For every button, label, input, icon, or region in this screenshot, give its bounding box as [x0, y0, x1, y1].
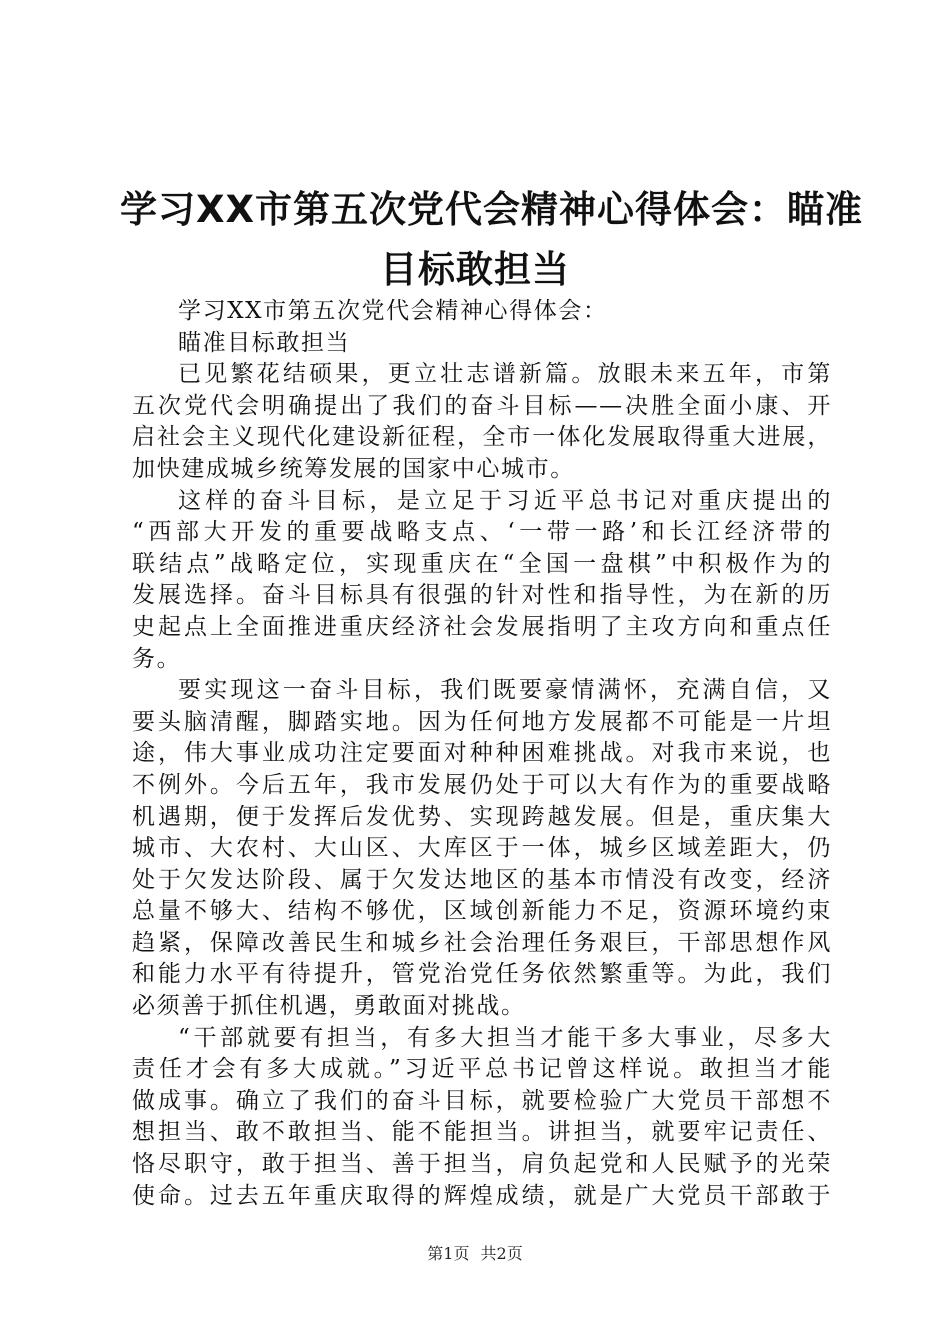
body-line: 和能力水平有待提升，管党治党任务依然繁重等。为此，我们 [132, 961, 832, 988]
body-line: “西部大开发的重要战略支点、‘一带一路’和长江经济带的 [132, 519, 832, 546]
document-body [132, 296, 832, 1212]
body-line: 这样的奋斗目标，是立足于习近平总书记对重庆提出的 [178, 487, 832, 514]
body-line: 机遇期，便于发挥后发优势、实现跨越发展。但是，重庆集大 [132, 803, 832, 830]
page-total: 共2页 [480, 1244, 523, 1263]
body-line: 瞄准目标敢担当 [178, 329, 351, 356]
body-line: 要实现这一奋斗目标，我们既要豪情满怀，充满自信，又 [178, 677, 832, 704]
body-line: 五次党代会明确提出了我们的奋斗目标——决胜全面小康、开 [132, 392, 832, 419]
body-line: 使命。过去五年重庆取得的辉煌成绩，就是广大党员干部敢于 [132, 1182, 832, 1209]
body-line: 已见繁花结硕果，更立壮志谱新篇。放眼未来五年，市第 [178, 361, 832, 388]
body-line: 途，伟大事业成功注定要面对种种困难挑战。对我市来说，也 [132, 740, 832, 767]
body-line: 想担当、敢不敢担当、能不能担当。讲担当，就要牢记责任、 [132, 1119, 832, 1146]
body-line: 学习XX市第五次党代会精神心得体会： [178, 298, 608, 324]
body-line: 趋紧，保障改善民生和城乡社会治理任务艰巨，干部思想作风 [132, 929, 832, 956]
body-line: 处于欠发达阶段、属于欠发达地区的基本市情没有改变，经济 [132, 866, 832, 893]
document-title [120, 180, 864, 300]
body-line: 联结点”战略定位，实现重庆在“全国一盘棋”中积极作为的 [132, 550, 832, 577]
body-line: 责任才会有多大成就。”习近平总书记曾这样说。敢担当才能 [132, 1056, 832, 1083]
title-line: 目标敢担当 [380, 248, 570, 291]
body-line: 要头脑清醒，脚踏实地。因为任何地方发展都不可能是一片坦 [132, 708, 832, 735]
title-line: 学习XX市第五次党代会精神心得体会：瞄准 [120, 188, 864, 231]
body-line: 恪尽职守，敢于担当、善于担当，肩负起党和人民赋予的光荣 [132, 1151, 832, 1178]
body-line: 做成事。确立了我们的奋斗目标，就要检验广大党员干部想不 [132, 1087, 832, 1114]
body-line: 城市、大农村、大山区、大库区于一体，城乡区域差距大，仍 [132, 835, 832, 862]
body-line: 加快建成城乡统筹发展的国家中心城市。 [132, 455, 575, 482]
body-line: 总量不够大、结构不够优，区域创新能力不足，资源环境约束 [132, 898, 832, 925]
body-line: 必须善于抓住机遇，勇敢面对挑战。 [132, 993, 526, 1020]
body-line: 启社会主义现代化建设新征程，全市一体化发展取得重大进展， [132, 424, 832, 451]
body-line: 不例外。今后五年，我市发展仍处于可以大有作为的重要战略 [132, 771, 832, 798]
body-line: “干部就要有担当，有多大担当才能干多大事业，尽多大 [178, 1024, 832, 1051]
page-footer [0, 1244, 950, 1264]
body-line: 史起点上全面推进重庆经济社会发展指明了主攻方向和重点任 [132, 613, 832, 640]
page-number: 第1页 [427, 1244, 470, 1263]
body-line: 务。 [132, 645, 182, 672]
body-line: 发展选择。奋斗目标具有很强的针对性和指导性，为在新的历 [132, 582, 832, 609]
